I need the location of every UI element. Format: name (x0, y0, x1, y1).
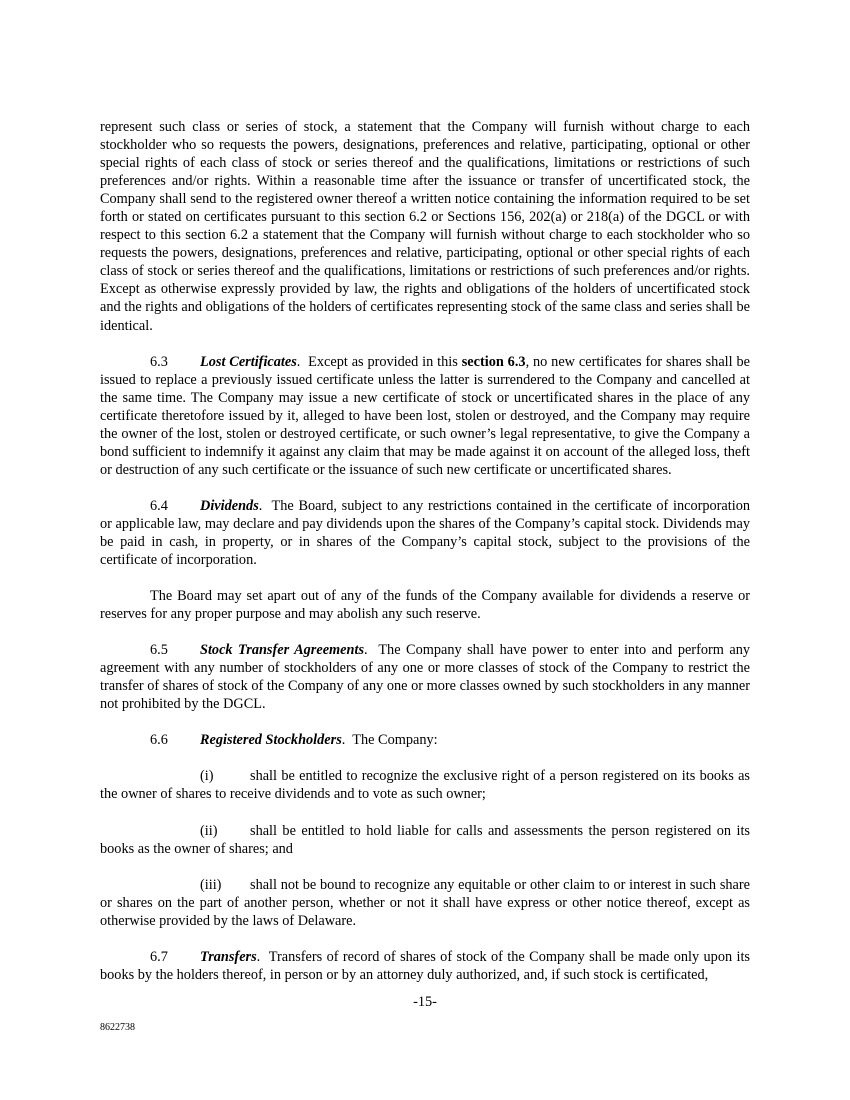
list-item-text: shall be entitled to recognize the exclusive right of a person registered on its books as the owner of shares to receive dividends and to vote as such owner; (100, 768, 750, 803)
list-item-text: shall not be bound to recognize any equitable or other claim to or interest in such share or shares on the part of another person, whether or not it shall have express or other notice thereof, except as otherwise provided by the laws of Delaware. (100, 876, 750, 929)
section-title: Registered Stockholders (200, 732, 342, 749)
section-number: 6.3 (150, 353, 168, 370)
section-number: 6.4 (150, 497, 168, 514)
document-body (100, 118, 750, 984)
section-text-post: , no new certificates for shares shall be issued to replace a previously issued certificate unless the latter is surrendered to the Company and cancelled at the same time. The Company may issue a new certificate of stock or uncertificated shares in the place of any certificate theretofore issued by it, alleged to have been lost, stolen or destroyed, and the Company may require the owner of the lost, stolen or destroyed certificate, or such owner’s legal representative, to give the Company a bond sufficient to indemnify it against any claim that may be made against it on account of the alleged loss, theft or destruction of any such certificate or the issuance of such new certificate or uncertificated shares. (100, 353, 750, 478)
section-title: Lost Certificates (200, 353, 297, 370)
section-text: The Company shall have power to enter into and perform any agreement with any number of stockholders of any one or more classes of stock of the Company to restrict the transfer of shares of stock of the Company of any one or more classes owned by such stockholders in any manner not prohibited by the DGCL. (100, 642, 750, 713)
list-item-number: (iii) (200, 876, 222, 893)
list-item-text: shall be entitled to hold liable for calls and assessments the person registered on its books as the owner of shares; and (100, 822, 750, 857)
list-item-number: (ii) (200, 822, 218, 839)
section-title: Dividends (200, 497, 259, 514)
list-item (100, 767, 750, 803)
section-title: Stock Transfer Agreements (200, 642, 365, 659)
section-6-3: 6.3 Lost Certificates. Except as provided in this section 6.3, no new certificates for shares shall be issued to replace a previously issued certificate unless the latter is surrendered to the Company and cancelled at the same time. The Company may issue a new certificate of stock or uncertificated shares in the place of any certificate theretofore issued by it, alleged to have been lost, stolen or destroyed, and the Company may require the owner of the lost, stolen or destroyed certificate, or such owner’s legal representative, to give the Company a bond sufficient to indemnify it against any claim that may be made against it on account of the alleged loss, theft or destruction of any such certificate or the issuance of such new certificate or uncertificated shares. (100, 353, 750, 478)
section-6-6: 6.6 Registered Stockholders. The Company: (150, 732, 438, 749)
section-number: 6.6 (150, 732, 168, 749)
section-6-7: 6.7 Transfers. Transfers of record of shares of stock of the Company shall be made only upon its books by the holders thereof, in person or by an attorney duly authorized, and, if such stock is certificated, (100, 948, 750, 983)
section-number: 6.5 (150, 642, 168, 659)
section-text: The Board, subject to any restrictions contained in the certificate of incorporation or applicable law, may declare and pay dividends upon the shares of the Company’s capital stock. Dividends may be paid in cash, in property, or in shares of the Company’s capital stock, subject to the provisions of the certificate of incorporation. (100, 497, 751, 569)
section-reference: section 6.3 (461, 353, 526, 370)
list-item (100, 822, 750, 858)
list-item (100, 876, 750, 930)
section-6-4: 6.4 Dividends. The Board, subject to any restrictions contained in the certificate of incorporation or applicable law, may declare and pay dividends upon the shares of the Company’s capital stock. Dividends may be paid in cash, in property, or in shares of the Company’s capital stock, subject to the provisions of the certificate of incorporation. (100, 497, 751, 569)
document-id: 8622738 (100, 1022, 135, 1033)
section-text-pre: Except as provided in this (308, 353, 462, 370)
section-title: Transfers (200, 948, 257, 965)
section-text: The Company: (352, 732, 438, 749)
list-item-number: (i) (200, 768, 214, 785)
page-number: -15- (413, 994, 437, 1010)
section-text: Transfers of record of shares of stock of the Company shall be made only upon its books by the holders thereof, in person or by an attorney duly authorized, and, if such stock is certificated, (100, 948, 750, 983)
section-number: 6.7 (150, 948, 168, 965)
intro-paragraph: represent such class or series of stock, a statement that the Company will furnish without charge to each stockholder who so requests the powers, designations, preferences and relative, participating, optional or other special rights of each class of stock or series thereof and the qualifications, limitations or restrictions of such preferences and/or rights. Within a reasonable time after the issuance or transfer of uncertificated stock, the Company shall send to the registered owner thereof a written notice containing the information required to be set forth or stated on certificates pursuant to this section 6.2 or Sections 156, 202(a) or 218(a) of the DGCL or with respect to this section 6.2 a statement that the Company will furnish without charge to each stockholder who so requests the powers, designations, preferences and relative, participating, optional or other special rights of each class of stock or series thereof and the qualifications, limitations or restrictions of such preferences and/or rights. Except as otherwise expressly provided by law, the rights and obligations of the holders of uncertificated stock and the rights and obligations of the holders of certificates representing stock of the same class and series shall be identical. (100, 119, 750, 334)
section-6-5: 6.5 Stock Transfer Agreements. The Company shall have power to enter into and perform any agreement with any number of stockholders of any one or more classes of stock of the Company to restrict the transfer of shares of stock of the Company of any one or more classes owned by such stockholders in any manner not prohibited by the DGCL. (100, 642, 750, 713)
section-6-4-reserve-paragraph: The Board may set apart out of any of the funds of the Company available for dividends a reserve or reserves for any proper purpose and may abolish any such reserve. (100, 588, 750, 623)
